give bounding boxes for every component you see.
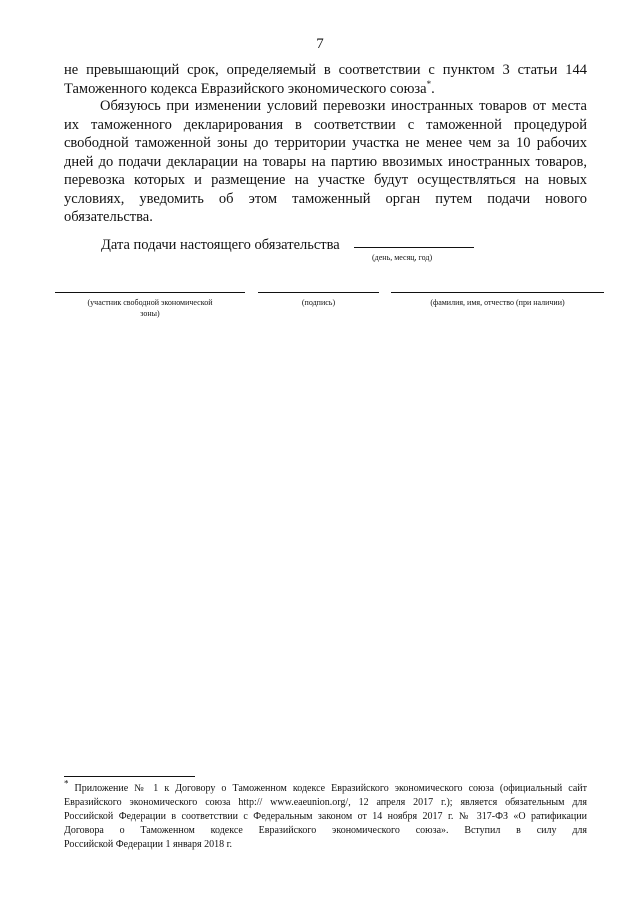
paragraph-line: условиях, уведомить об этом таможенный орган путем подачи нового (64, 190, 587, 207)
footnote-line: Российской Федерации в соответствии с Федеральным законом от 14 ноября 2017 г. № 317-ФЗ «О ратификации (64, 811, 587, 822)
footnote-marker: * (64, 778, 69, 789)
footnote-line: Евразийского экономического союза http:// www.eaeunion.org/, 12 апреля 2017 г.); является обязательным для (64, 797, 587, 808)
participant-caption-line: зоны) (140, 309, 160, 318)
date-input-line[interactable] (354, 247, 474, 248)
footnote-line: Российской Федерации 1 января 2018 г. (64, 839, 233, 850)
footnote-line: Договора о Таможенном кодексе Евразийского экономического союза». Вступил в силу для (64, 825, 587, 836)
paragraph-line: их таможенного декларирования в соответствии с таможенной процедурой (64, 116, 587, 133)
date-caption: (день, месяц, год) (372, 253, 433, 262)
date-label: Дата подачи настоящего обязательства (101, 237, 340, 253)
paragraph-line: Таможенного кодекса Евразийского экономического союза*. (64, 78, 435, 97)
signature-caption: (подпись) (301, 298, 336, 307)
paragraph-line: Обязуюсь при изменении условий перевозки иностранных товаров от места (100, 98, 587, 114)
participant-caption (55, 297, 245, 319)
paragraph-line: свободной таможенной зоны до территории участка не менее чем за 10 рабочих (64, 135, 587, 151)
footnote-rule (64, 776, 195, 777)
paragraph-term (64, 61, 587, 98)
paragraph-line: перевозка которых и размещение на участке будут осуществляться на новых (64, 172, 587, 188)
footnote-line: * Приложение № 1 к Договору о Таможенном кодексе Евразийского экономического союза (официальный сайт (64, 778, 588, 794)
page-number: 7 (316, 36, 324, 52)
footnote (64, 778, 588, 852)
paragraph-line: обязательства. (64, 209, 153, 225)
footnote-marker: * (426, 78, 432, 89)
paragraph-line: дней до подачи декларации на товары на партию ввозимых иностранных товаров, (64, 153, 587, 170)
full-name-line[interactable] (391, 292, 604, 293)
participant-signature-line[interactable] (55, 292, 245, 293)
paragraph-obligation (64, 97, 587, 227)
full-name-caption: (фамилия, имя, отчество (при наличии) (430, 298, 565, 307)
signature-line[interactable] (258, 292, 379, 293)
participant-caption-line: (участник свободной экономической (87, 298, 213, 307)
paragraph-line: не превышающий срок, определяемый в соответствии с пунктом 3 статьи 144 (64, 62, 587, 78)
